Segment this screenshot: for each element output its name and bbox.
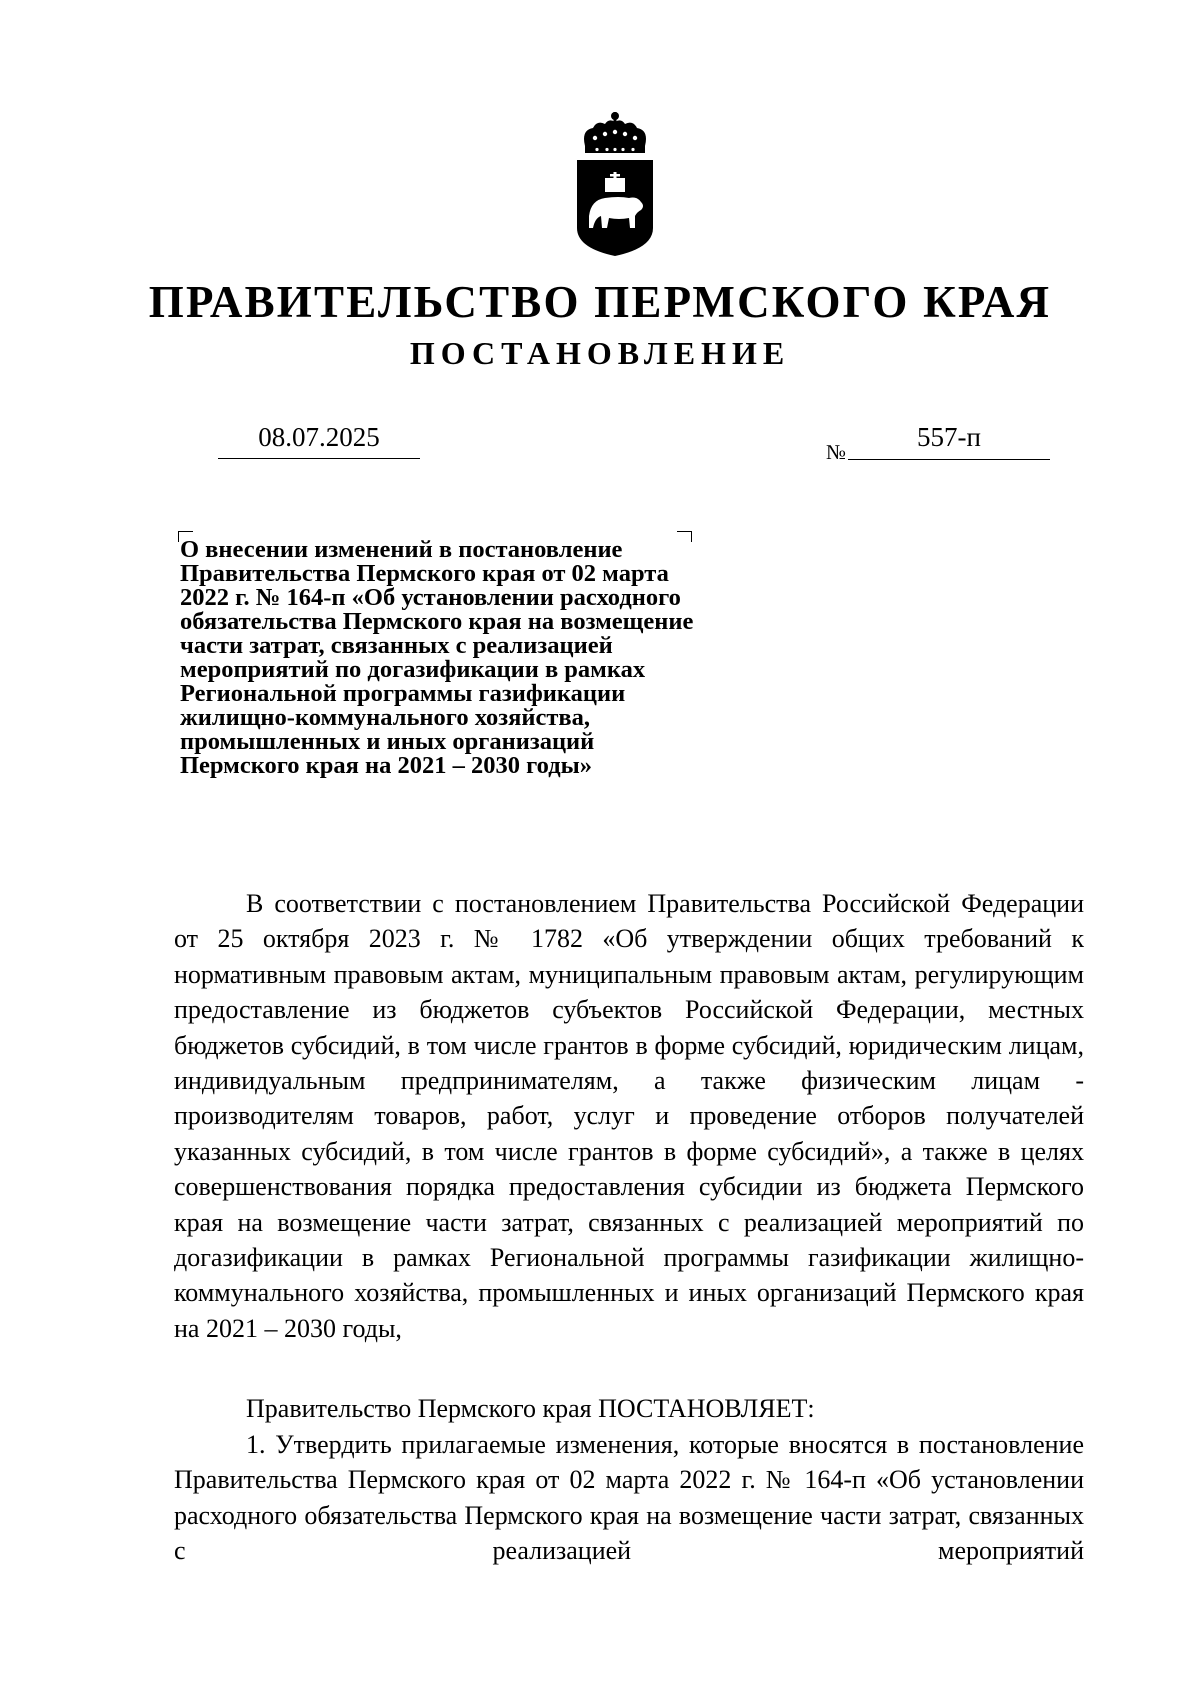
document-number: 557-п — [917, 422, 981, 452]
resolution-paragraph: Правительство Пермского края ПОСТАНОВЛЯЕТ: — [246, 1394, 815, 1423]
subject-line: мероприятий по догазификации в рамках — [180, 656, 646, 683]
government-title: ПРАВИТЕЛЬСТВО ПЕРМСКОГО КРАЯ — [148, 277, 1052, 327]
date-underline — [218, 458, 420, 459]
subject-line: 2022 г. № 164-п «Об установлении расходного — [180, 584, 681, 611]
number-underline — [848, 459, 1050, 460]
subject-line: Региональной программы газификации — [180, 680, 626, 707]
number-sign: № — [826, 440, 847, 464]
subject-line: Пермского края на 2021 – 2030 годы» — [180, 752, 593, 779]
subject-line: обязательства Пермского края на возмещение — [180, 608, 694, 635]
subject-line: промышленных и иных организаций — [180, 728, 595, 755]
preamble-paragraph: В соответствии с постановлением Правительства Российской Федерации от 25 октября 2023 г. № 1782 «Об утверждении общих требований к нормативным правовым актам, муниципальным правовым актам, регулирующим предоставление из бюджетов субъектов Российской Федерации, местных бюджетов субсидий, в том числе грантов в форме субсидий, юридическим лицам, индивидуальным предпринимателям, а также физическим лицам - производителям товаров, работ, услуг и проведение отборов получателей указанных субсидий, в том числе грантов в форме субсидий», а также в целях совершенствования порядка предоставления субсидии из бюджета Пермского края на возмещение части затрат, связанных с реализацией мероприятий по догазификации в рамках Региональной программы газификации жилищно-коммунального хозяйства, промышленных и иных организаций Пермского края на 2021 – 2030 годы, — [174, 889, 1084, 1343]
document-type-title: ПОСТАНОВЛЕНИЕ — [409, 335, 791, 371]
subject-line: жилищно-коммунального хозяйства, — [180, 704, 590, 731]
document-date: 08.07.2025 — [258, 422, 380, 452]
document-subject — [180, 538, 800, 778]
subject-line: О внесении изменений в постановление — [180, 536, 623, 563]
subject-line: Правительства Пермского края от 02 марта — [180, 560, 669, 587]
perm-krai-coat-of-arms-icon — [567, 110, 663, 258]
subject-line: части затрат, связанных с реализацией — [180, 632, 613, 659]
clause-1-paragraph: 1. Утвердить прилагаемые изменения, которые вносятся в постановление Правительства Пермского края от 02 марта 2022 г. № 164-п «Об установлении расходного обязательства Пермского края на возмещение части затрат, связанных с реализацией мероприятий — [174, 1430, 1084, 1566]
